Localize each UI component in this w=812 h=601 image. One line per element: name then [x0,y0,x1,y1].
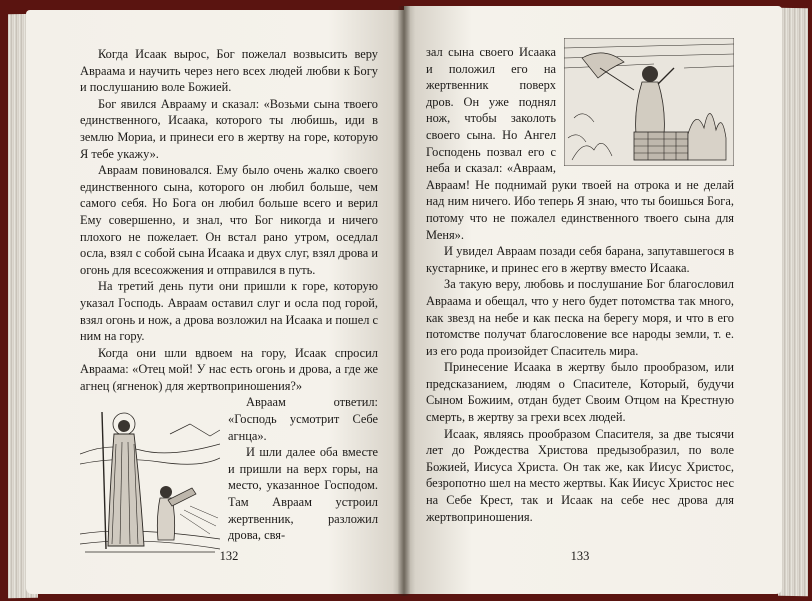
engraving-abraham-isaac-walking [80,394,220,556]
paragraph: Когда они шли вдвоем на гору, Исаак спросил Авраама: «Отец мой! У нас есть огонь и дрова, а где же агнец (ягненок) для жертвоприношения?» [80,345,378,393]
page-number: 132 [219,549,239,563]
paragraph: Авраам ответил: «Господь усмотрит Себе агнца». [228,395,378,443]
engraving-sacrifice-of-isaac [564,38,734,166]
page-number: 133 [570,549,590,563]
paragraph: Когда Исаак вырос, Бог пожелал возвысить веру Авраама и научить через него всех людей любви к Богу и послушанию воле Божией. [80,47,378,95]
paragraph: За такую веру, любовь и послушание Бог благословил Авраама и обещал, что у него будет потомства так много, как звезд на небе и как песка на берегу моря, и что в его потомстве получат благословение все народы земли, т. е. из его рода произойдет Спаситель мира. [426,277,734,358]
paragraph: И увидел Авраам позади себя барана, запутавшегося в кустарнике, и принес его в жертву вместо Исаака. [426,244,734,275]
left-page [26,10,404,594]
paragraph: Исаак, являясь прообразом Спасителя, за две тысячи лет до Рождества Христова предызобразил, по воле Божией, Иисуса Христа. Он так же, как Иисус Христос, безропотно шел на место жертвы. Как Иисус Христос нес на Себе Крест, так и Исаак на себе нес дрова для жертвоприношения. [426,426,734,524]
right-page [404,6,782,594]
paragraph: Принесение Исаака в жертву было прообразом, или предсказанием, людям о Спасителе, Который, будучи Сыном Божиим, отдан будет Своим Отцом на Крестную смерть, в жертву за грехи всех людей. [426,360,734,425]
book-gutter [398,6,410,596]
paragraph: Бог явился Аврааму и сказал: «Возьми сына твоего единственного, Исаака, которого ты любишь, иди в землю Мориа, и принеси его в жертву на горе, которую Я тебе укажу». [80,96,378,161]
paragraph: Авраам повиновался. Ему было очень жалко своего единственного сына, которого он любил больше, чем самого себя. Но Бога он любил больше всего и верил Ему совершенно, и знал, что Бог никогда и ничего плохого не пожелает. Он встал рано утром, оседлал осла, взял с собой сына Исаака и двух слуг, взял дрова и огонь для всесожжения и отправился в путь. [80,163,378,277]
book-page-edges-right [778,8,808,597]
paragraph: зал сына своего Исаака и положил его на жертвенник поверх дров. Он уже поднял нож, чтобы заколоть своего сына. Но Ангел Господень позвал его с неба и сказал: «Авраам, Авраам! Не поднимай руки твоей на отрока и не делай над ним ничего. Ибо теперь Я знаю, что ты боишься Бога, потому что не пожалел единственного твоего сына для Меня». [426,45,734,242]
paragraph: На третий день пути они пришли к горе, которую указал Господь. Авраам оставил слуг и осла под горой, взял огонь и нож, а дрова возложил на Исаака и пошел с ним на гору. [80,279,378,344]
paragraph: И шли далее оба вместе и пришли на верх горы, на место, указанное Господом. Там Авраам устроил жертвенник, разложил дрова, свя- [228,445,378,543]
